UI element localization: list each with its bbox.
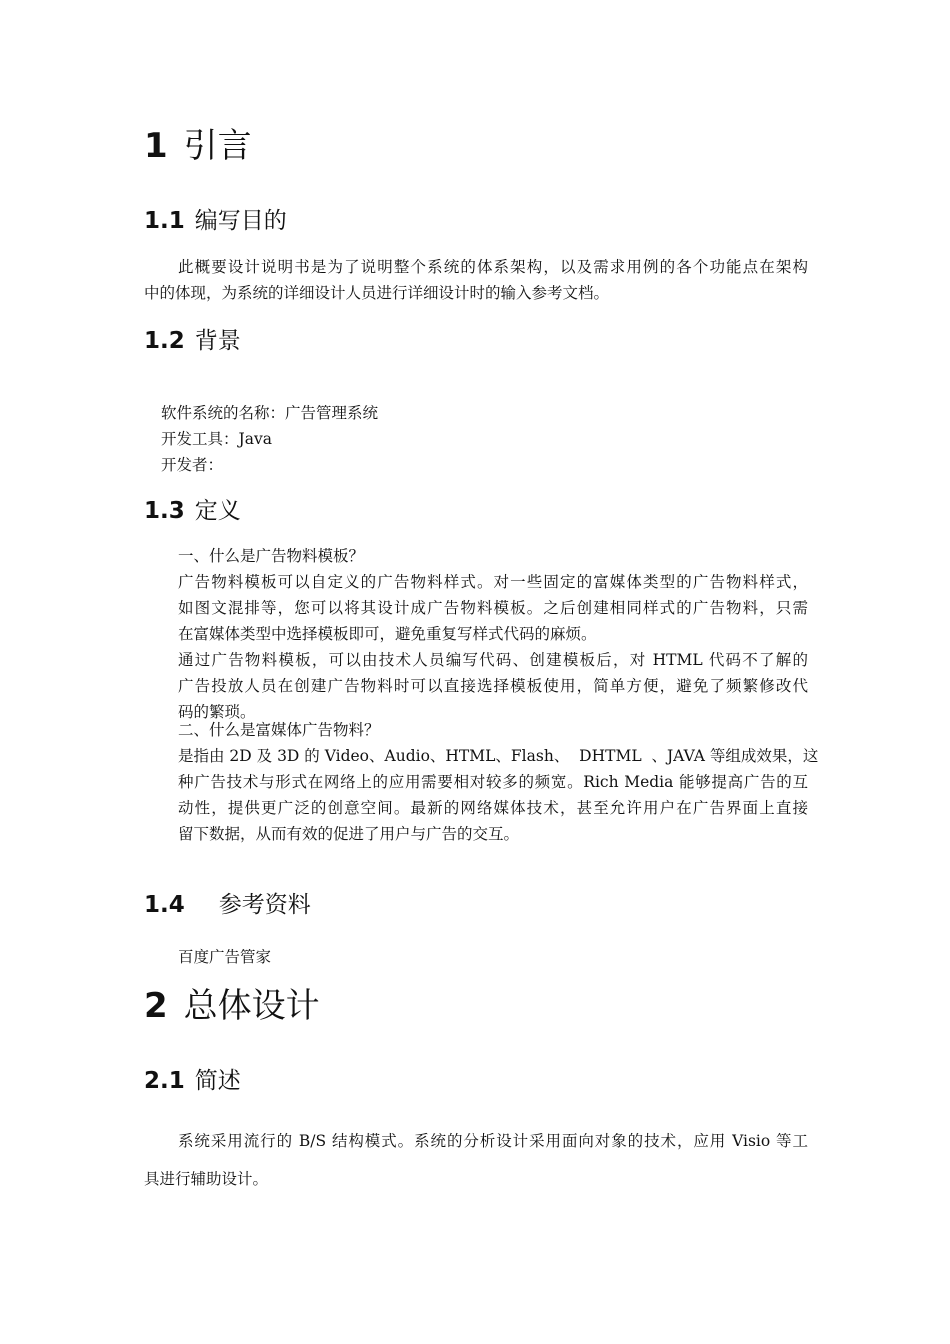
paragraph-line: 在富媒体类型中选择模板即可，避免重复写样式代码的麻烦。 bbox=[178, 625, 597, 643]
heading-number: 1.4 bbox=[144, 892, 185, 918]
definition-2 bbox=[178, 717, 819, 847]
paragraph-line: 种广告技术与形式在网络上的应用需要相对较多的频宽。Rich Media 能够提高广告的互 bbox=[178, 773, 808, 791]
software-name-line: 软件系统的名称：广告管理系统 bbox=[161, 404, 379, 422]
reference-item: 百度广告管家 bbox=[178, 948, 272, 966]
heading-number: 1.1 bbox=[144, 208, 185, 234]
paragraph-line: 码的繁琐。 bbox=[178, 703, 256, 721]
heading-title: 定义 bbox=[194, 498, 241, 524]
heading-title: 引言 bbox=[183, 126, 252, 166]
paragraph-line: 广告投放人员在创建广告物料时可以直接选择模板使用，简单方便，避免了频繁修改代 bbox=[178, 677, 808, 695]
paragraph-line: 广告物料模板可以自定义的广告物料样式。对一些固定的富媒体类型的广告物料样式， bbox=[178, 573, 808, 591]
summary-paragraph bbox=[144, 1122, 808, 1198]
paragraph-line: 留下数据，从而有效的促进了用户与广告的交互。 bbox=[178, 825, 520, 843]
question-title: 一、什么是广告物料模板？ bbox=[178, 547, 365, 565]
paragraph-line: 系统采用流行的 B/S 结构模式。系统的分析设计采用面向对象的技术，应用 Visio 等工 bbox=[178, 1132, 808, 1150]
heading-number: 1.3 bbox=[144, 498, 185, 524]
dev-tool-line: 开发工具：Java bbox=[161, 430, 272, 448]
heading-1-1-purpose bbox=[144, 206, 287, 236]
heading-2-overall-design bbox=[144, 986, 320, 1026]
heading-2-1-summary bbox=[144, 1066, 241, 1096]
definition-1 bbox=[178, 543, 808, 725]
heading-title: 参考资料 bbox=[218, 892, 311, 918]
paragraph-line: 中的体现，为系统的详细设计人员进行详细设计时的输入参考文档。 bbox=[144, 284, 610, 302]
question-title: 二、什么是富媒体广告物料？ bbox=[178, 721, 380, 739]
heading-number: 1.2 bbox=[144, 328, 185, 354]
purpose-paragraph bbox=[144, 254, 808, 306]
paragraph-line: 如图文混排等，您可以将其设计成广告物料模板。之后创建相同样式的广告物料，只需 bbox=[178, 599, 808, 617]
heading-1-2-background bbox=[144, 326, 241, 356]
references-list bbox=[178, 944, 778, 970]
heading-title: 总体设计 bbox=[183, 986, 320, 1026]
heading-number: 1 bbox=[144, 126, 168, 166]
background-list bbox=[161, 400, 761, 478]
paragraph-line: 此概要设计说明书是为了说明整个系统的体系架构，以及需求用例的各个功能点在架构 bbox=[178, 258, 808, 276]
paragraph-line: 是指由 2D 及 3D 的 Video、Audio、HTML、Flash、 DHTML 、JAVA 等组成效果，这 bbox=[178, 747, 819, 765]
heading-1-3-definitions bbox=[144, 496, 241, 526]
heading-title: 编写目的 bbox=[194, 208, 287, 234]
paragraph-line: 通过广告物料模板，可以由技术人员编写代码、创建模板后，对 HTML 代码不了解的 bbox=[178, 651, 808, 669]
heading-1-introduction bbox=[144, 126, 252, 166]
paragraph-line: 动性，提供更广泛的创意空间。最新的网络媒体技术，甚至允许用户在广告界面上直接 bbox=[178, 799, 808, 817]
heading-title: 背景 bbox=[194, 328, 241, 354]
heading-1-4-references bbox=[144, 890, 311, 920]
developer-line: 开发者： bbox=[161, 456, 224, 474]
heading-title: 简述 bbox=[194, 1068, 241, 1094]
heading-number: 2 bbox=[144, 986, 168, 1026]
heading-number: 2.1 bbox=[144, 1068, 185, 1094]
paragraph-line: 具进行辅助设计。 bbox=[144, 1170, 269, 1188]
